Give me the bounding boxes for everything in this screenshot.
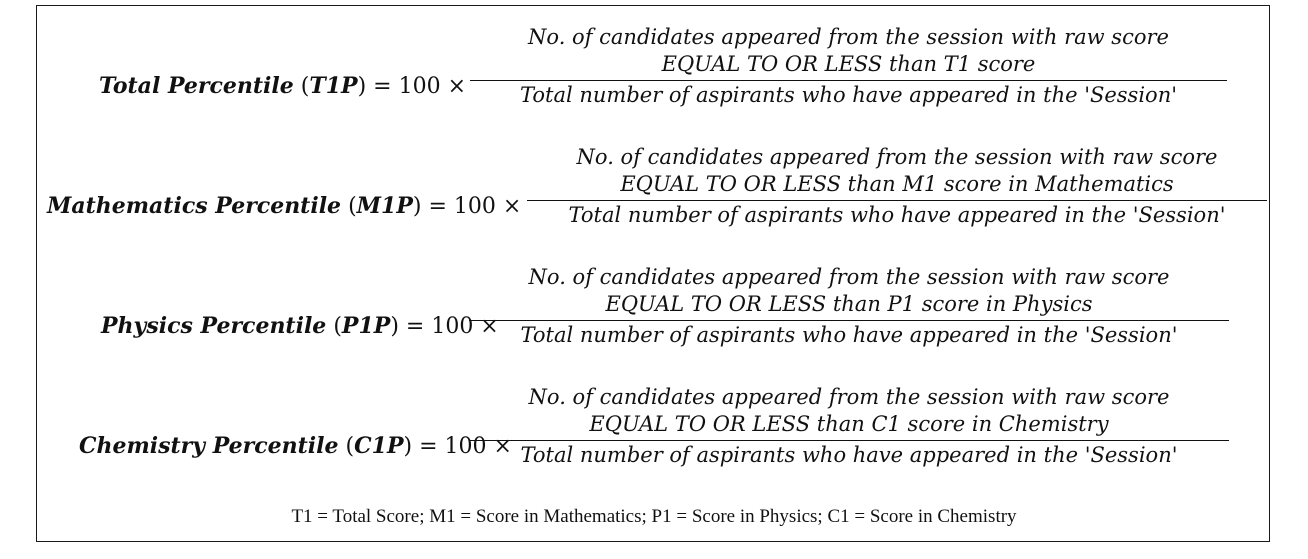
formula-box — [36, 5, 1270, 542]
fraction-bar — [469, 440, 1229, 441]
equals-times: = 100 × — [398, 314, 506, 339]
formula-variable: M1P — [356, 193, 413, 219]
equals-times: = 100 × — [421, 194, 529, 219]
equals-times: = 100 × — [366, 74, 474, 99]
fraction — [469, 384, 1229, 469]
formula-variable: P1P — [341, 313, 391, 339]
fraction-bar — [527, 200, 1267, 201]
numerator-line-1: No. of candidates appeared from the session with raw score — [576, 145, 1218, 169]
numerator-line-1: No. of candidates appeared from the session with raw score — [528, 265, 1170, 289]
formula-lhs — [101, 312, 506, 341]
formula-mathematics-percentile — [37, 144, 1271, 254]
denominator: Total number of aspirants who have appeared in the 'Session' — [568, 203, 1226, 227]
numerator-line-2: EQUAL TO OR LESS than P1 score in Physics — [605, 292, 1093, 316]
formula-name: Mathematics Percentile — [47, 193, 342, 219]
numerator-line-2: EQUAL TO OR LESS than M1 score in Mathematics — [620, 172, 1174, 196]
paren-close: ) — [390, 314, 399, 339]
fraction — [470, 24, 1227, 109]
numerator-line-1: No. of candidates appeared from the session with raw score — [528, 385, 1170, 409]
paren-open: ( — [348, 194, 357, 219]
denominator: Total number of aspirants who have appeared in the 'Session' — [520, 83, 1177, 107]
paren-close: ) — [357, 74, 367, 99]
denominator: Total number of aspirants who have appeared in the 'Session' — [520, 443, 1178, 467]
paren-open: ( — [333, 314, 342, 339]
fraction-bar — [469, 320, 1229, 321]
fraction — [469, 264, 1229, 349]
fraction-bar — [470, 80, 1227, 81]
paren-open: ( — [300, 74, 310, 99]
denominator: Total number of aspirants who have appeared in the 'Session' — [520, 323, 1178, 347]
numerator-line-2: EQUAL TO OR LESS than T1 score — [661, 52, 1036, 76]
paren-close: ) — [412, 194, 422, 219]
formula-name: Physics Percentile — [101, 313, 327, 339]
numerator-line-2: EQUAL TO OR LESS than C1 score in Chemistry — [589, 412, 1109, 436]
formula-chemistry-percentile — [37, 384, 1271, 494]
formula-total-percentile — [37, 24, 1271, 134]
formula-variable: C1P — [354, 433, 404, 459]
fraction — [527, 144, 1267, 229]
paren-close: ) — [403, 434, 413, 459]
footnote: T1 = Total Score; M1 = Score in Mathematics; P1 = Score in Physics; C1 = Score in Chemistry — [291, 506, 1017, 527]
formula-variable: T1P — [309, 73, 358, 99]
formula-name: Total Percentile — [99, 73, 294, 99]
equals-times: = 100 × — [412, 434, 519, 459]
formula-lhs — [99, 72, 473, 101]
paren-open: ( — [345, 434, 355, 459]
formula-physics-percentile — [37, 264, 1271, 374]
formula-lhs — [79, 432, 519, 461]
formula-name: Chemistry Percentile — [79, 433, 339, 459]
numerator-line-1: No. of candidates appeared from the session with raw score — [528, 25, 1169, 49]
formula-lhs — [47, 192, 528, 221]
